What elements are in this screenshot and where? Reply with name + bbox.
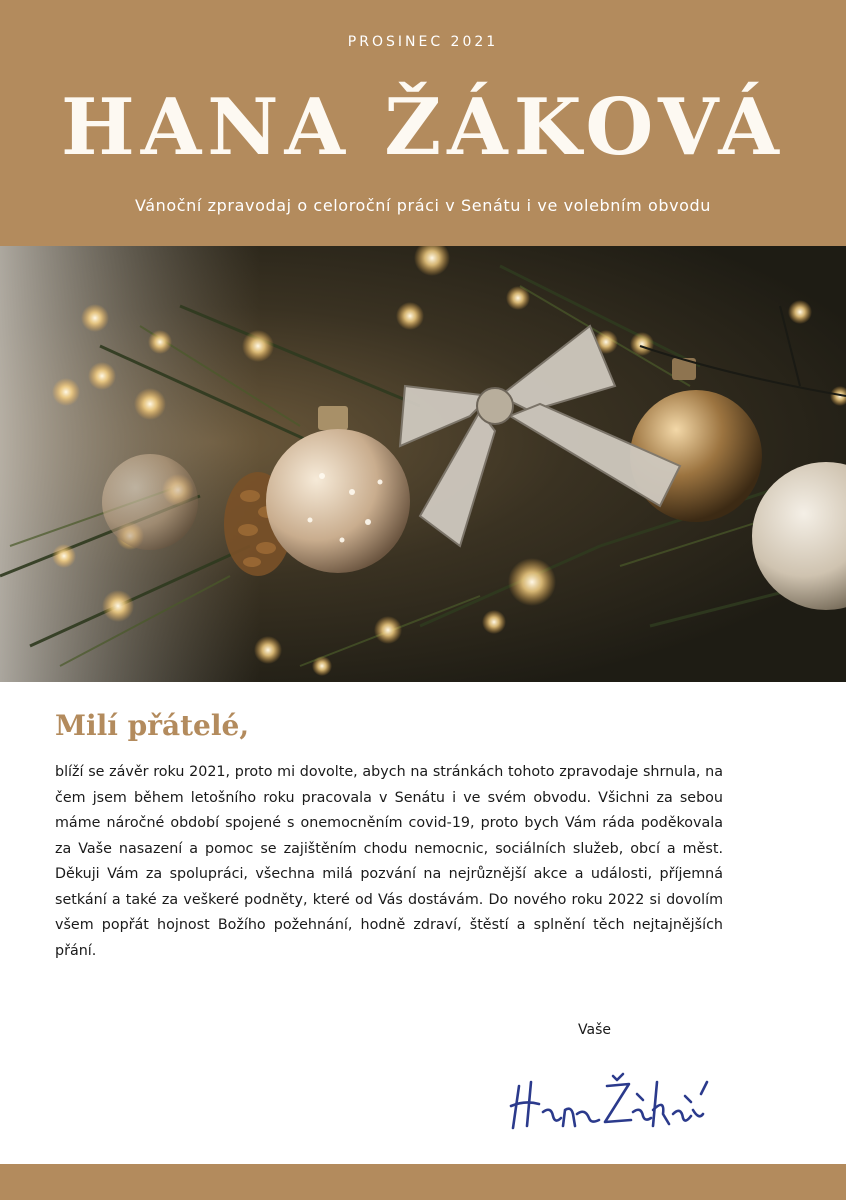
letter-closing: Vaše	[578, 1022, 611, 1038]
christmas-tree-illustration	[0, 246, 846, 682]
handwritten-signature	[505, 1070, 735, 1140]
christmas-tree-photo	[0, 246, 846, 682]
page-title: HANA ŽÁKOVÁ	[61, 82, 785, 173]
letter-body	[55, 706, 723, 964]
letter-greeting: Milí přátelé,	[55, 709, 250, 742]
header-banner	[0, 0, 846, 246]
footer-band	[0, 1164, 846, 1200]
letter-paragraph: blíží se závěr roku 2021, proto mi dovolte, abych na stránkách tohoto zpravodaje shrnula, na čem jsem během letošního roku pracovala v Senátu i ve svém obvodu. Všichni za sebou máme náročné období spojené s onemocněním covid-19, proto bych Vám ráda poděkovala za Vaše nasazení a pomoc se zajištěním chodu nemocnic, sociálních služeb, obcí a měst. Děkuji Vám za spolupráci, všechna milá pozvání na nejrůznější akce a události, příjemná setkání a také za veškeré podněty, které od Vás dostávám. Do nového roku 2022 si dovolím všem popřát hojnost Božího požehnání, hodně zdraví, štěstí a splnění těch nejtajnějších přání.	[55, 764, 723, 959]
page-subtitle: Vánoční zpravodaj o celoroční práci v Senátu i ve volebním obvodu	[134, 196, 712, 215]
issue-date: PROSINEC 2021	[347, 34, 499, 50]
